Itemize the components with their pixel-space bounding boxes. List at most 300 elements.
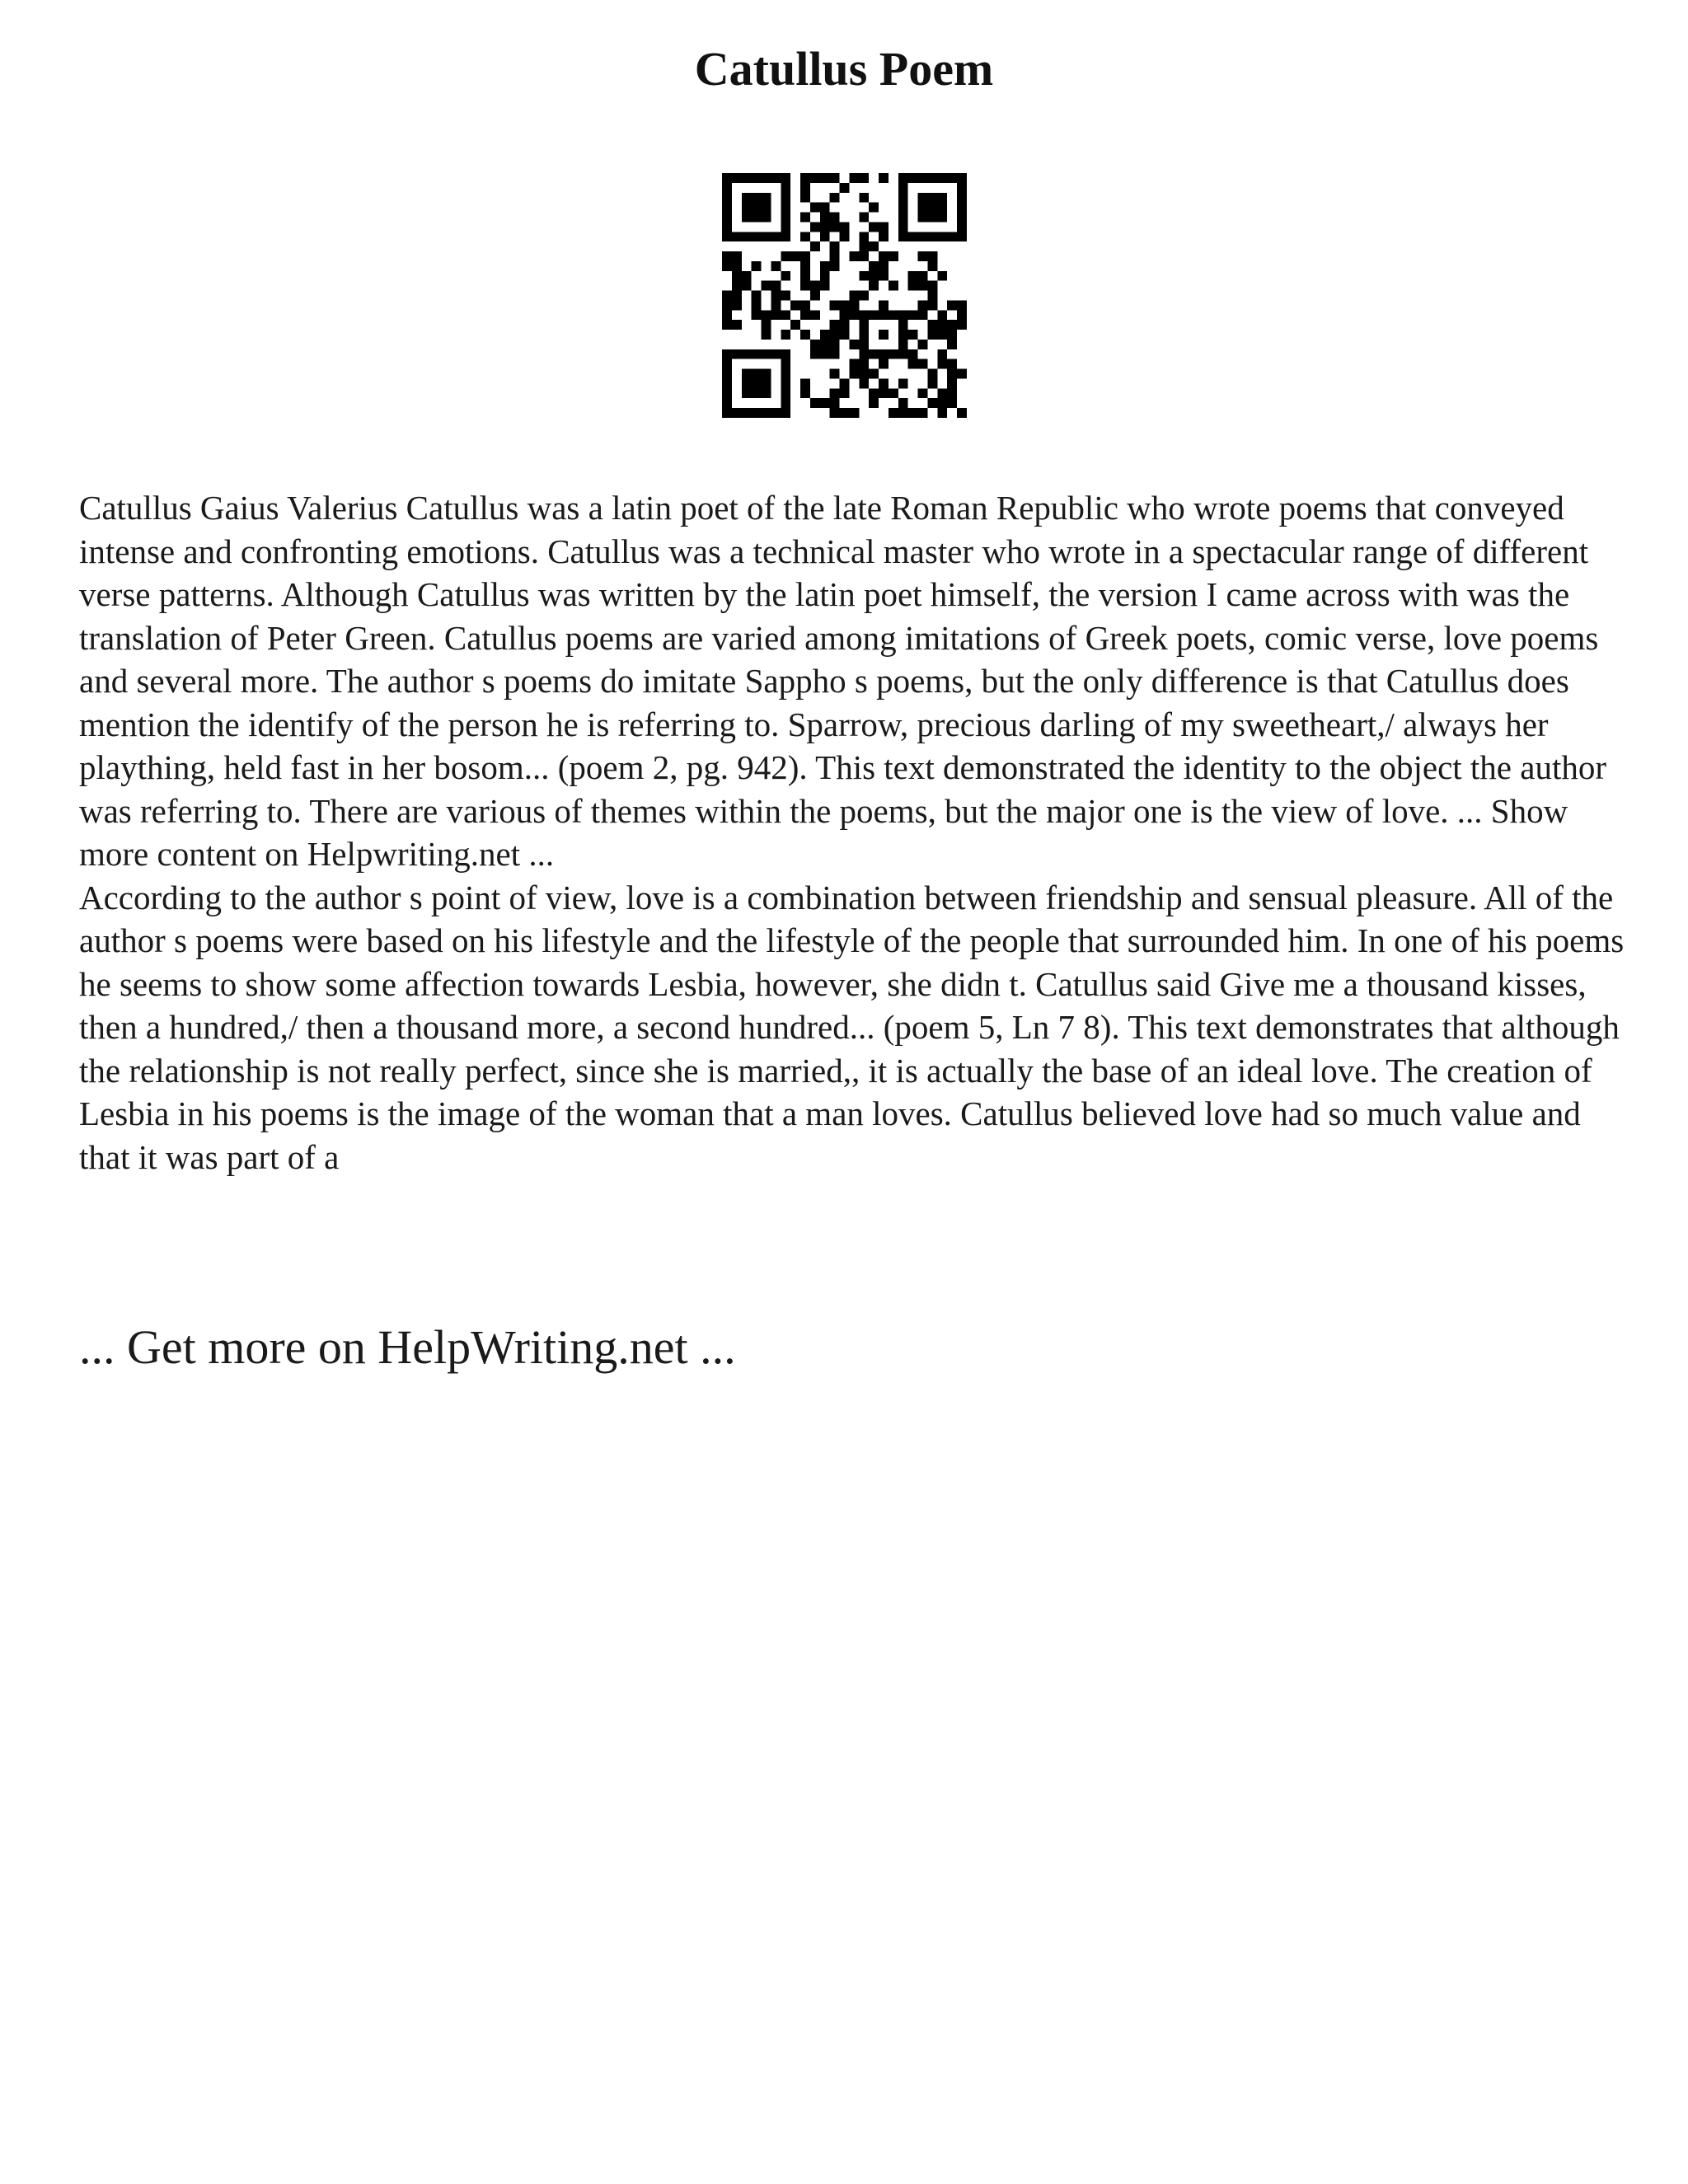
qr-module [722, 193, 732, 203]
qr-module [957, 183, 967, 193]
qr-module [800, 251, 810, 261]
qr-module [957, 300, 967, 310]
qr-module [732, 291, 742, 301]
qr-module [840, 388, 850, 398]
qr-module [898, 183, 908, 193]
qr-module [742, 193, 752, 203]
qr-module [840, 408, 850, 418]
qr-module [840, 310, 850, 320]
qr-module [810, 281, 820, 291]
qr-module [762, 388, 771, 398]
qr-module [762, 408, 771, 418]
qr-module [732, 320, 742, 330]
qr-module [800, 271, 810, 281]
qr-module [937, 213, 947, 223]
qr-module [800, 213, 810, 223]
qr-module [927, 300, 937, 310]
qr-module [849, 300, 859, 310]
qr-module [937, 359, 947, 369]
qr-module [722, 369, 732, 379]
qr-module [781, 203, 790, 213]
qr-module [927, 330, 937, 340]
qr-module [918, 213, 928, 223]
qr-module [898, 378, 908, 388]
qr-module [722, 291, 732, 301]
qr-module [771, 232, 781, 241]
qr-module [722, 203, 732, 213]
qr-module [849, 291, 859, 301]
qr-module [927, 281, 937, 291]
qr-module [742, 203, 752, 213]
qr-module [830, 300, 840, 310]
qr-module [722, 388, 732, 398]
qr-module [879, 310, 889, 320]
qr-module [722, 310, 732, 320]
qr-module [752, 173, 762, 183]
qr-module [859, 320, 869, 330]
qr-module [762, 330, 771, 340]
qr-module [810, 310, 820, 320]
qr-module [742, 271, 752, 281]
qr-module [781, 213, 790, 223]
qr-module [830, 320, 840, 330]
qr-module [849, 340, 859, 349]
qr-module [732, 300, 742, 310]
qr-module [752, 349, 762, 359]
qr-module [742, 349, 752, 359]
qr-module [840, 222, 850, 232]
qr-module [947, 369, 957, 379]
qr-module [898, 320, 908, 330]
qr-module [800, 193, 810, 203]
qr-module [800, 183, 810, 193]
qr-module [830, 388, 840, 398]
qr-module [859, 271, 869, 281]
qr-module [898, 330, 908, 340]
qr-module [957, 203, 967, 213]
qr-module [918, 359, 928, 369]
qr-module [879, 300, 889, 310]
qr-module [840, 330, 850, 340]
qr-module [742, 232, 752, 241]
qr-module [762, 281, 771, 291]
qr-module [859, 349, 869, 359]
qr-module [840, 183, 850, 193]
qr-module [790, 320, 800, 330]
qr-module [840, 232, 850, 241]
qr-module [830, 222, 840, 232]
qr-module [742, 388, 752, 398]
qr-module [771, 408, 781, 418]
qr-module [859, 251, 869, 261]
page-title: Catullus Poem [694, 42, 994, 96]
qr-module [947, 378, 957, 388]
qr-module [869, 369, 879, 379]
qr-module [840, 378, 850, 388]
qr-module [947, 173, 957, 183]
qr-module [820, 349, 830, 359]
article-body [79, 486, 1629, 1179]
qr-module [849, 369, 859, 379]
qr-module [957, 310, 967, 320]
qr-module [771, 173, 781, 183]
qr-module [908, 281, 918, 291]
qr-module [820, 232, 830, 241]
qr-module [771, 281, 781, 291]
qr-module [859, 378, 869, 388]
qr-module [937, 330, 947, 340]
qr-module [820, 398, 830, 408]
qr-module [830, 251, 840, 261]
qr-module [830, 398, 840, 408]
qr-module [918, 271, 928, 281]
qr-module [752, 213, 762, 223]
qr-module [732, 349, 742, 359]
qr-module [752, 291, 762, 301]
qr-module [742, 369, 752, 379]
qr-module [732, 271, 742, 281]
qr-module [800, 378, 810, 388]
qr-module [918, 340, 928, 349]
qr-module [732, 408, 742, 418]
qr-module [830, 408, 840, 418]
qr-module [810, 173, 820, 183]
qr-module [927, 173, 937, 183]
qr-module [762, 193, 771, 203]
qr-module [937, 193, 947, 203]
qr-module [918, 203, 928, 213]
qr-module [918, 281, 928, 291]
qr-module [722, 173, 732, 183]
qr-module [879, 251, 889, 261]
qr-module [918, 310, 928, 320]
qr-module [800, 232, 810, 241]
qr-module [800, 281, 810, 291]
qr-module [927, 213, 937, 223]
qr-module [869, 388, 879, 398]
qr-module [869, 349, 879, 359]
qr-module [927, 193, 937, 203]
qr-module [918, 408, 928, 418]
qr-module [790, 251, 800, 261]
qr-module [722, 213, 732, 223]
qr-module [762, 349, 771, 359]
qr-module [732, 281, 742, 291]
qr-module [889, 310, 898, 320]
qr-module [889, 349, 898, 359]
qr-module [781, 251, 790, 261]
qr-module [898, 340, 908, 349]
qr-module [830, 241, 840, 251]
qr-module [722, 408, 732, 418]
qr-module [908, 232, 918, 241]
qr-module [810, 222, 820, 232]
qr-module [752, 388, 762, 398]
qr-module [732, 251, 742, 261]
qr-module [869, 261, 879, 271]
qr-module [908, 359, 918, 369]
qr-module [908, 271, 918, 281]
qr-module [927, 398, 937, 408]
qr-module [781, 369, 790, 379]
qr-module [771, 349, 781, 359]
qr-module [732, 232, 742, 241]
qr-module [879, 173, 889, 183]
qr-module [800, 310, 810, 320]
qr-module [859, 241, 869, 251]
qr-module [781, 378, 790, 388]
qr-module [937, 310, 947, 320]
qr-module [800, 388, 810, 398]
paragraph-2: According to the author s point of view, love is a combination between friendship and sensual pleasure. All of the author s poems were based on his lifestyle and the lifestyle of the people that surrounded him. In one of his poems he seems to show some affection towards Lesbia, however, she didn t. Catullus said Give me a thousand kisses, then a hundred,/ then a thousand more, a second hundred... (poem 5, Ln 7 8). This text demonstrates that although the relationship is not really perfect, since she is married,, it is actually the base of an ideal love. The creation of Lesbia in his poems is the image of the woman that a man loves. Catullus believed love had so much value and that it was part of a [79, 878, 1625, 1176]
qr-module [869, 203, 879, 213]
qr-module [781, 232, 790, 241]
qr-module [849, 251, 859, 261]
qr-module [879, 330, 889, 340]
qr-module [918, 388, 928, 398]
qr-module [830, 369, 840, 379]
qr-module [742, 213, 752, 223]
qr-module [927, 378, 937, 388]
qr-module [859, 213, 869, 223]
qr-module [947, 330, 957, 340]
qr-module [781, 408, 790, 418]
qr-module [937, 398, 947, 408]
qr-module [898, 398, 908, 408]
qr-module [820, 340, 830, 349]
qr-module [859, 359, 869, 369]
qr-module [742, 378, 752, 388]
qr-module [898, 193, 908, 203]
qr-module [820, 261, 830, 271]
qr-module [722, 378, 732, 388]
qr-module [937, 203, 947, 213]
qr-module [879, 222, 889, 232]
qr-module [918, 232, 928, 241]
qr-module [840, 300, 850, 310]
qr-module [781, 173, 790, 183]
qr-module [879, 359, 889, 369]
qr-module [859, 340, 869, 349]
qr-module [762, 213, 771, 223]
qr-module [810, 203, 820, 213]
qr-module [820, 203, 830, 213]
qr-module [849, 173, 859, 183]
qr-module [898, 232, 908, 241]
qr-module [762, 369, 771, 379]
qr-module [762, 173, 771, 183]
qr-module [927, 251, 937, 261]
qr-module [732, 173, 742, 183]
qr-module [849, 310, 859, 320]
qr-module [937, 173, 947, 183]
qr-module [781, 359, 790, 369]
qr-module [752, 408, 762, 418]
qr-module [937, 349, 947, 359]
qr-module [927, 261, 937, 271]
qr-module [859, 330, 869, 340]
qr-module [722, 232, 732, 241]
qr-module [918, 251, 928, 261]
qr-module [781, 193, 790, 203]
qr-module [800, 330, 810, 340]
qr-module [957, 173, 967, 183]
qr-module [957, 232, 967, 241]
qr-module [937, 320, 947, 330]
qr-module [781, 388, 790, 398]
qr-module [781, 271, 790, 281]
qr-module [830, 340, 840, 349]
qr-module [742, 173, 752, 183]
qr-module [918, 173, 928, 183]
qr-module [722, 349, 732, 359]
qr-module [908, 330, 918, 340]
qr-module [771, 291, 781, 301]
qr-module [752, 378, 762, 388]
qr-module [908, 173, 918, 183]
qr-module [879, 271, 889, 281]
qr-module [781, 398, 790, 408]
qr-module [957, 369, 967, 379]
qr-module [957, 408, 967, 418]
qr-module [918, 300, 928, 310]
qr-module [957, 320, 967, 330]
qr-module [849, 359, 859, 369]
qr-module [722, 183, 732, 193]
qr-module [849, 408, 859, 418]
qr-module [879, 378, 889, 388]
qr-module [771, 310, 781, 320]
qr-module [869, 281, 879, 291]
qr-module [937, 232, 947, 241]
qr-module [820, 330, 830, 340]
paragraph-1: Catullus Gaius Valerius Catullus was a latin poet of the late Roman Republic who wrote poems that conveyed intense and confronting emotions. Catullus was a technical master who wrote in a spectacular range of different verse patterns. Although Catullus was written by the latin poet himself, the version I came across with was the translation of Peter Green. Catullus poems are varied among imitations of Greek poets, comic verse, love poems and several more. The author s poems do imitate Sappho s poems, but the only difference is that Catullus does mention the identify of the person he is referring to. Sparrow, precious darling of my sweetheart,/ always her plaything, held fast in her bosom... (poem 2, pg. 942). This text demonstrated the identity to the object the author was referring to. There are various of themes within the poems, but the major one is the view of love. ... Show more content on Helpwriting.net ... [79, 489, 1606, 873]
qr-module [810, 398, 820, 408]
qr-module [781, 330, 790, 340]
qr-module [947, 232, 957, 241]
qr-module [947, 300, 957, 310]
qr-module [869, 271, 879, 281]
qr-module [742, 281, 752, 291]
qr-module [898, 349, 908, 359]
qr-module [859, 232, 869, 241]
qr-module [732, 261, 742, 271]
qr-module [859, 173, 869, 183]
qr-module [879, 232, 889, 241]
qr-module [937, 408, 947, 418]
qr-module [722, 300, 732, 310]
qr-module [947, 388, 957, 398]
qr-module [947, 359, 957, 369]
qr-module [752, 369, 762, 379]
qr-module [820, 281, 830, 291]
qr-module [927, 232, 937, 241]
qr-module [762, 203, 771, 213]
qr-module [898, 203, 908, 213]
qr-module [830, 261, 840, 271]
qr-module [752, 232, 762, 241]
qr-module [781, 291, 790, 301]
qr-module [742, 408, 752, 418]
qr-module [820, 222, 830, 232]
qr-module [859, 369, 869, 379]
qr-module [800, 300, 810, 310]
qr-module [790, 300, 800, 310]
qr-module [859, 193, 869, 203]
qr-module [722, 359, 732, 369]
qr-module [752, 203, 762, 213]
qr-module [947, 398, 957, 408]
qr-module [869, 398, 879, 408]
qr-module [800, 173, 810, 183]
qr-module [918, 193, 928, 203]
qr-module [752, 300, 762, 310]
qr-module [889, 251, 898, 261]
qr-module [908, 408, 918, 418]
qr-module [898, 222, 908, 232]
qr-module [927, 291, 937, 301]
qr-module [889, 388, 898, 398]
qr-module [722, 398, 732, 408]
qr-module [781, 183, 790, 193]
qr-module [830, 173, 840, 183]
qr-module [781, 310, 790, 320]
qr-module [752, 310, 762, 320]
qr-module [771, 300, 781, 310]
qr-module [859, 291, 869, 301]
qr-module [810, 349, 820, 359]
qr-module [722, 261, 732, 271]
qr-module [947, 340, 957, 349]
qr-module [879, 261, 889, 271]
qr-module [898, 408, 908, 418]
qr-module [879, 388, 889, 398]
qr-module [889, 281, 898, 291]
qr-module [810, 340, 820, 349]
qr-module [947, 320, 957, 330]
qr-module [927, 203, 937, 213]
qr-module [957, 193, 967, 203]
qr-module [771, 261, 781, 271]
qr-module [762, 320, 771, 330]
get-more-link[interactable]: ... Get more on HelpWriting.net ... [79, 1320, 736, 1374]
qr-module [898, 310, 908, 320]
qr-module [781, 349, 790, 359]
qr-module [927, 320, 937, 330]
qr-module [830, 349, 840, 359]
qr-module [869, 241, 879, 251]
qr-module [879, 349, 889, 359]
qr-module [869, 222, 879, 232]
qr-module [830, 193, 840, 203]
qr-module [762, 232, 771, 241]
qr-module [957, 213, 967, 223]
qr-module [869, 310, 879, 320]
qr-module [810, 241, 820, 251]
qr-code-image[interactable] [722, 173, 967, 418]
qr-module [859, 310, 869, 320]
qr-module [722, 320, 732, 330]
qr-module [957, 222, 967, 232]
qr-code-icon [722, 173, 967, 418]
qr-module [898, 213, 908, 223]
qr-module [830, 330, 840, 340]
qr-module [722, 222, 732, 232]
qr-module [840, 320, 850, 330]
qr-module [937, 388, 947, 398]
qr-module [908, 349, 918, 359]
qr-module [820, 271, 830, 281]
